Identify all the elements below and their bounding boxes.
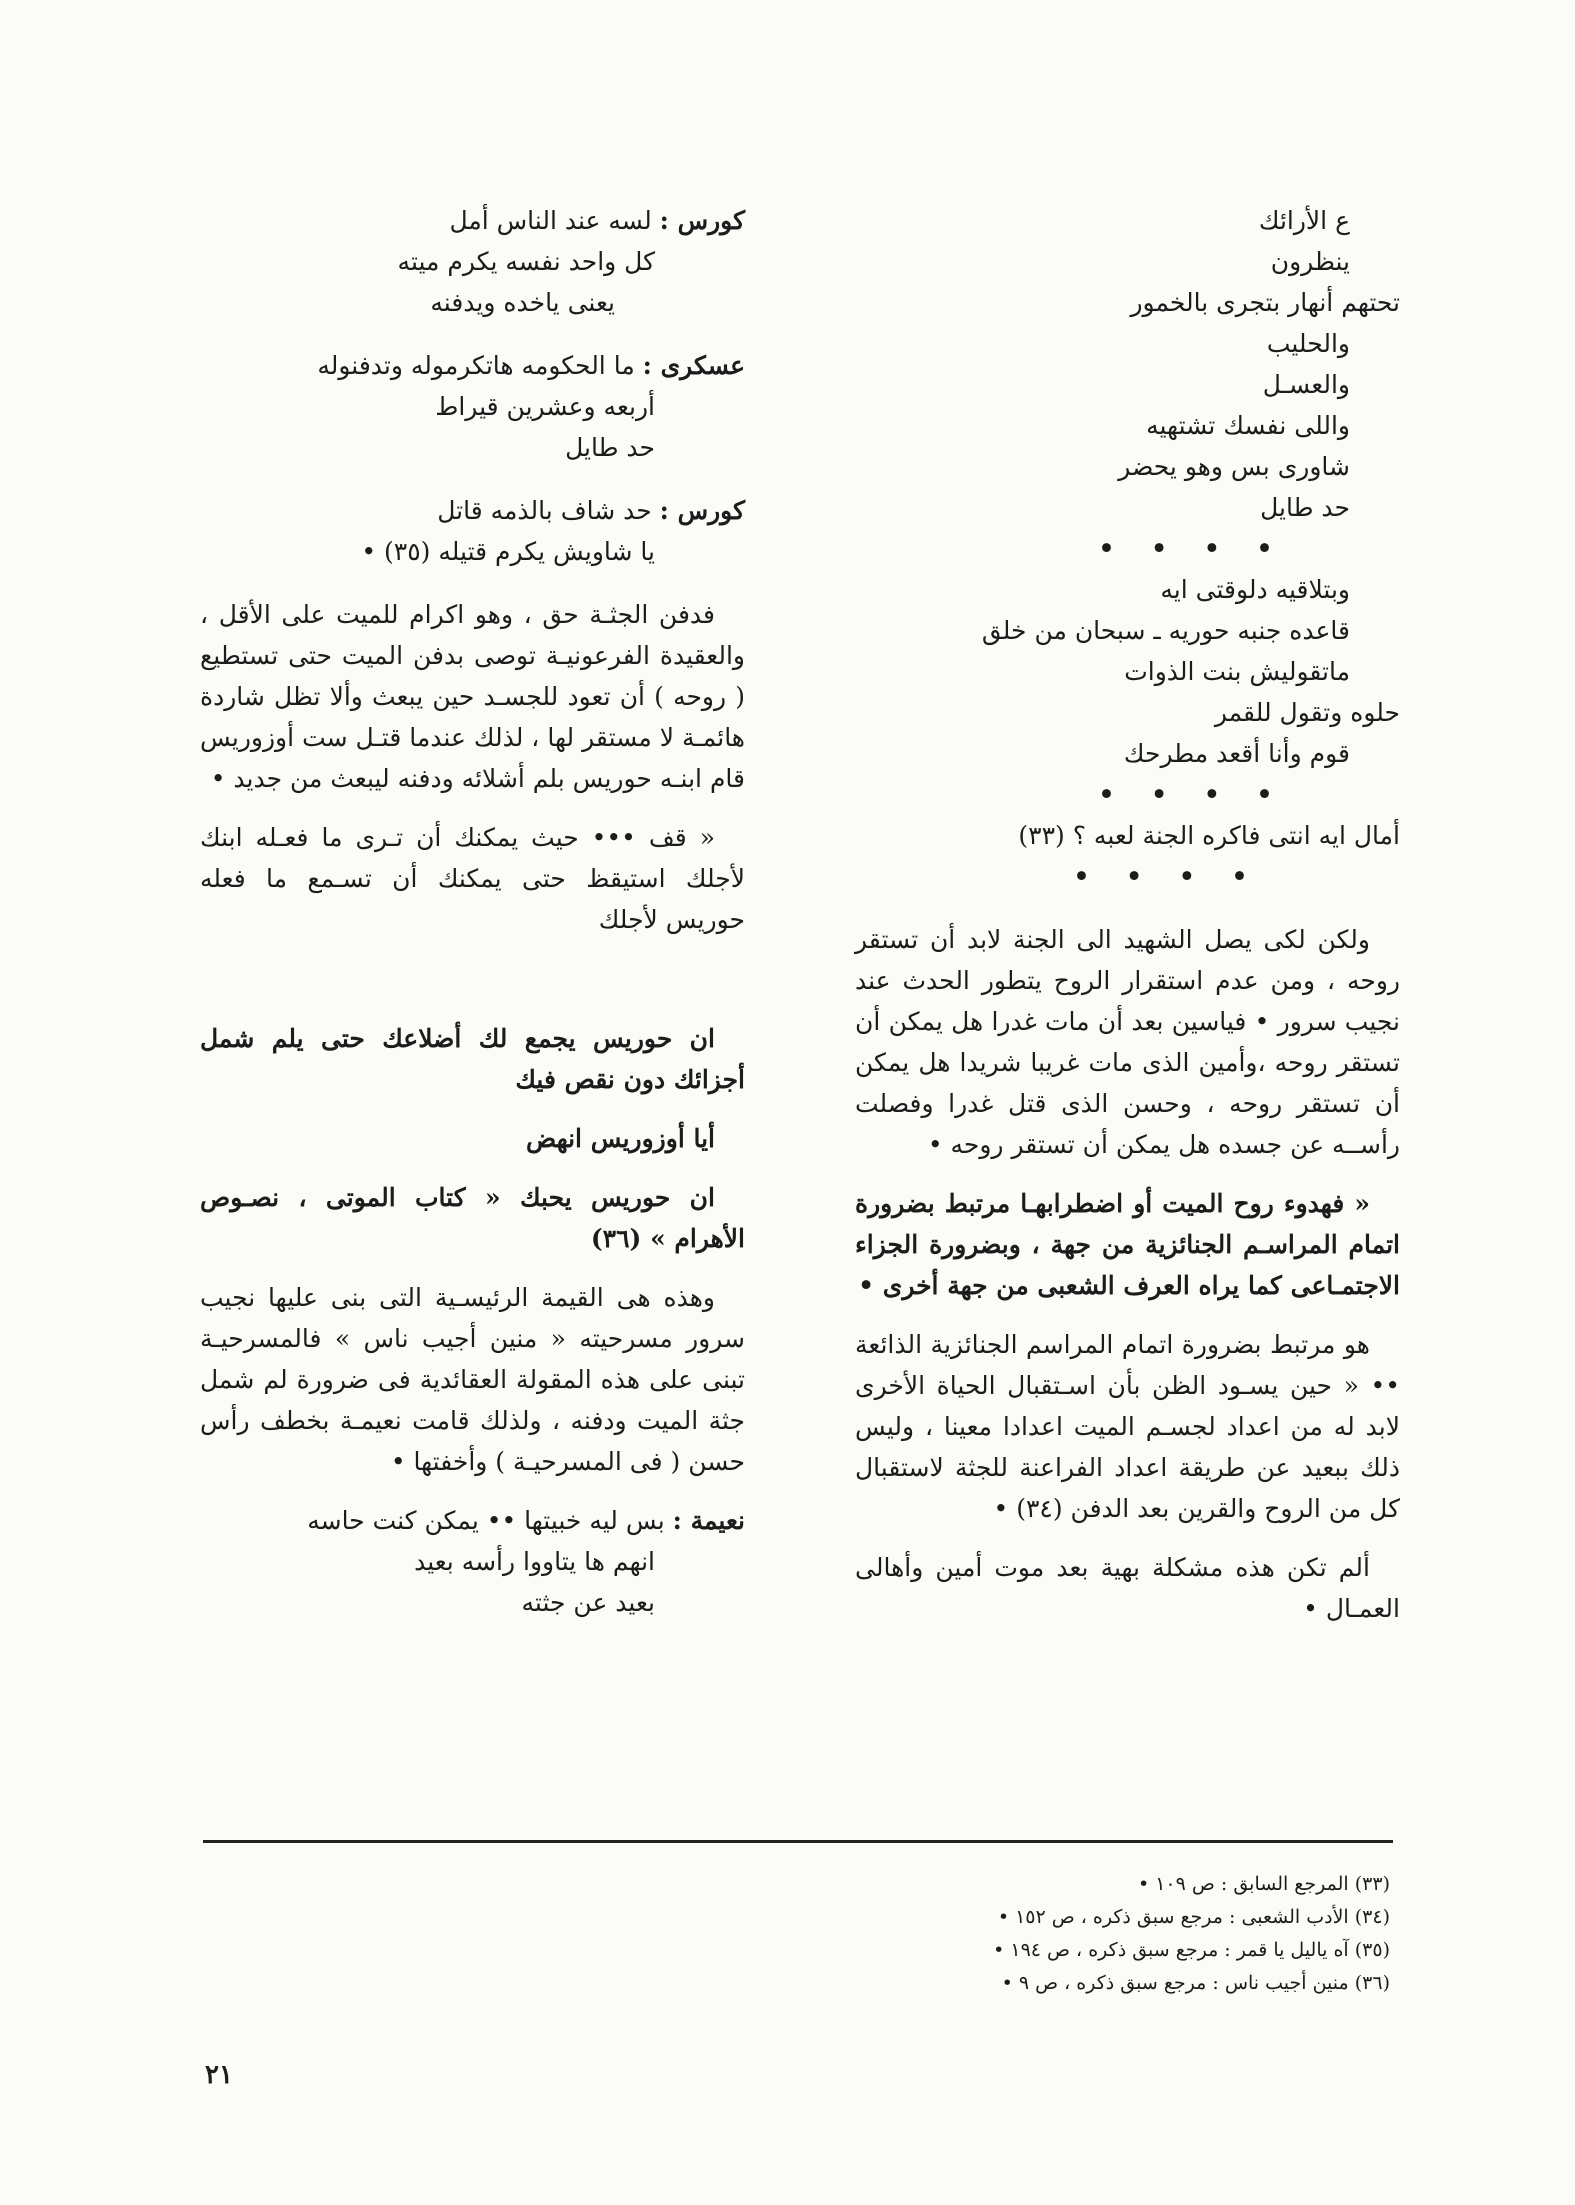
quote-paragraph: أيا أوزوريس انهض	[525, 1124, 715, 1153]
speaker-label: كورس :	[659, 206, 745, 235]
dialogue-line	[200, 490, 745, 531]
dialogue-line: حد طايل	[565, 433, 655, 462]
paragraph: هو مرتبط بضرورة اتمام المراسم الجنائزية الذائعة •• « حين يسـود الظن بأن اسـتقبال الحياة الأخرى لابد له من اعداد لجسـم الميت اعدادا معينا ، وليس ذلك ببعيد عن طريقة اعداد الفراعنة للجثة لاستقبال كل من الروح والقرين بعد الدفن (٣٤) •	[855, 1330, 1400, 1523]
footnotes	[830, 1868, 1390, 2000]
page-number: ٢١	[205, 2060, 233, 2090]
verse-line: واللى نفسك تشتهيه	[1146, 411, 1350, 440]
verse-line: أمال ايه انتى فاكره الجنة لعبه ؟ (٣٣)	[1018, 821, 1400, 850]
verse-line: حد طايل	[1260, 493, 1350, 522]
verse-line: ينظرون	[1270, 247, 1350, 276]
verse-line: والحليب	[1266, 329, 1350, 358]
footnote: (٣٣) المرجع السابق : ص ١٠٩ •	[1137, 1873, 1390, 1895]
footnote-divider	[203, 1840, 1393, 1843]
dialogue-text: بس ليه خبيتها •• يمكن كنت حاسه	[307, 1506, 665, 1535]
paragraph: ولكن لكى يصل الشهيد الى الجنة لابد أن تستقر روحه ، ومن عدم استقرار الروح يتطور الحدث عند نجيب سرور • فياسين بعد أن مات غدرا هل يمكن أن تستقر روحه ،وأمين الذى مات غريبا شريدا هل يمكن أن تستقر روحه ، وحسن الذى قتل غدرا وفصلت رأســه عن جسده هل يمكن أن تستقر روحه •	[855, 925, 1400, 1159]
right-column	[855, 200, 1400, 1647]
dialogue-line	[200, 1500, 745, 1541]
poem-stanza-2	[855, 569, 1400, 774]
dialogue-line: كل واحد نفسه يكرم ميته	[397, 247, 655, 276]
dialogue-line	[200, 345, 745, 386]
dialogue-text: حد شاف بالذمه قاتل	[437, 496, 652, 525]
left-column	[200, 200, 745, 1623]
paragraph: فدفن الجثـة حق ، وهو اكرام للميت على الأقل ، والعقيدة الفرعونيـة توصى بدفن الميت حتى تستطيع ( روحه ) أن تعود للجسـد حين يبعث وألا تظل شاردة هائمـة لا مستقر لها ، لذلك عندما قتـل ست أوزوريس قام ابنـه حوريس بلم أشلائه ودفنه ليبعث من جديد •	[200, 600, 745, 793]
dialogue-line	[200, 200, 745, 241]
footnote: (٣٦) منين أجيب ناس : مرجع سبق ذكره ، ص ٩ •	[1001, 1972, 1390, 1994]
verse-line: تحتهم أنهار بتجرى بالخمور	[1130, 288, 1400, 317]
speaker-label: كورس :	[659, 496, 745, 525]
quote-paragraph: « فهدوء روح الميت أو اضطرابهـا مرتبط بضرورة اتمام المراسـم الجنائزية من جهة ، وبضرورة الجزاء الاجتمـاعى كما يراه العرف الشعبى من جهة أخرى •	[855, 1189, 1400, 1300]
verse-line: وبتلاقيه دلوقتى ايه	[1160, 575, 1350, 604]
poem-stanza-1	[855, 200, 1400, 528]
verse-line: قاعده جنبه حوريه ـ سبحان من خلق	[981, 616, 1350, 645]
dialogue-line: انهم ها يتاووا رأسه بعيد	[414, 1547, 655, 1576]
dialogue-line: يعنى ياخده ويدفنه	[430, 288, 615, 317]
verse-line: حلوه وتقول للقمر	[1214, 698, 1400, 727]
quote-paragraph: « قف ••• حيث يمكنك أن تـرى ما فعـله ابنك لأجلك استيقظ حتى يمكنك أن تسـمع ما فعله حوريس لأجلك	[200, 823, 745, 934]
dialogue-text: لسه عند الناس أمل	[449, 206, 652, 235]
section-dots: • • • •	[1073, 862, 1262, 891]
quote-paragraph: ان حوريس يجمع لك أضلاعك حتى يلم شمل أجزائك دون نقص فيك	[200, 1024, 745, 1094]
dialogue-line: بعيد عن جثته	[521, 1588, 655, 1617]
verse-line: ماتقوليش بنت الذوات	[1124, 657, 1350, 686]
verse-line: شاورى بس وهو يحضر	[1118, 452, 1350, 481]
paragraph: ألم تكن هذه مشكلة بهية بعد موت أمين وأهالى العمـال •	[855, 1553, 1400, 1623]
dialogue-line: يا شاويش يكرم قتيله (٣٥) •	[361, 537, 655, 566]
dialogue-text: ما الحكومه هاتكرموله وتدفنوله	[317, 351, 635, 380]
dialogue-line: أربعه وعشرين قيراط	[435, 392, 655, 421]
quote-paragraph: ان حوريس يحبك « كتاب الموتى ، نصـوص الأهرام » (٣٦)	[200, 1183, 745, 1253]
poem-question	[855, 815, 1400, 856]
verse-line: والعسـل	[1262, 370, 1350, 399]
verse-line: قوم وأنا أقعد مطرحك	[1123, 739, 1350, 768]
footnote: (٣٥) آه ياليل يا قمر : مرجع سبق ذكره ، ص ١٩٤ •	[993, 1939, 1390, 1961]
footnote: (٣٤) الأدب الشعبى : مرجع سبق ذكره ، ص ١٥٢ •	[997, 1906, 1390, 1928]
speaker-label: عسكرى :	[642, 351, 745, 380]
section-dots: • • • •	[1098, 780, 1287, 809]
speaker-label: نعيمة :	[672, 1506, 745, 1535]
verse-line: ع الأرائك	[1258, 206, 1350, 235]
section-dots: • • • •	[1098, 534, 1287, 563]
paragraph: وهذه هى القيمة الرئيسـية التى بنى عليها نجيب سرور مسرحيته « منين أجيب ناس » فالمسرحيـة تبنى على هذه المقولة العقائدية فى ضرورة لم شمل جثة الميت ودفنه ، ولذلك قامت نعيمـة بخطف رأس حسن ( فى المسرحيـة ) وأخفتها •	[200, 1283, 745, 1476]
